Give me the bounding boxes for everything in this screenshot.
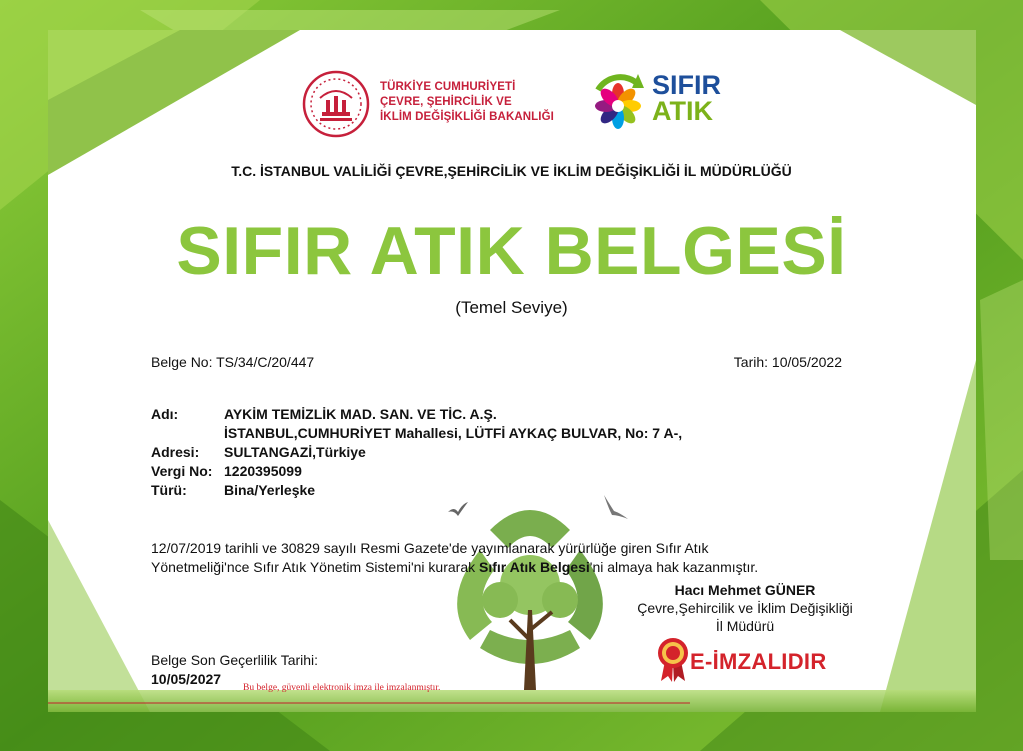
expiry-label: Belge Son Geçerlilik Tarihi: xyxy=(151,652,319,668)
holder-tax-label: Vergi No: xyxy=(151,463,213,479)
sifir-atik-flower-icon xyxy=(588,68,648,134)
holder-address-label: Adresi: xyxy=(151,444,200,460)
statement-line-2: Yönetmeliği'nce Sıfır Atık Yönetim Sistemi'ni kurarak Sıfır Atık Belgesi'ni almaya hak kazanmıştır. xyxy=(151,559,759,575)
ministry-line-2: ÇEVRE, ŞEHİRCİLİK VE xyxy=(380,96,512,108)
holder-name-row xyxy=(151,405,682,424)
esign-note: Bu belge, güvenli elektronik imza ile imzalanmıştır. xyxy=(243,683,441,693)
sifir-atik-logo-text xyxy=(652,72,721,124)
sifir-logo-line-1: SIFIR xyxy=(652,70,722,100)
certificate-title: SIFIR ATIK BELGESİ xyxy=(176,213,847,289)
ministry-name xyxy=(380,80,554,125)
document-date: Tarih: 10/05/2022 xyxy=(733,354,842,370)
document-number: Belge No: TS/34/C/20/447 xyxy=(151,354,315,370)
holder-type-value: Bina/Yerleşke xyxy=(224,482,316,498)
holder-address-line-1: İSTANBUL,CUMHURİYET Mahallesi, LÜTFİ AYKAÇ BULVAR, No: 7 A-, xyxy=(224,425,683,441)
ministry-line-3: İKLİM DEĞİŞİKLİĞİ BAKANLIĞI xyxy=(380,111,554,123)
certificate-statement xyxy=(151,539,758,577)
certificate-level: (Temel Seviye) xyxy=(455,298,568,317)
esign-rosette-icon xyxy=(657,637,689,683)
ministry-line-1: TÜRKİYE CUMHURİYETİ xyxy=(380,81,516,93)
holder-type-label: Türü: xyxy=(151,482,187,498)
holder-name-label: Adı: xyxy=(151,406,179,422)
holder-address-row-2 xyxy=(151,443,682,462)
signer-title-1: Çevre,Şehircilik ve İklim Değişikliği xyxy=(637,600,853,616)
holder-info xyxy=(151,405,682,500)
statement-emphasis: Sıfır Atık Belgesi xyxy=(479,559,590,575)
signer-block xyxy=(600,581,890,635)
holder-name-value: AYKİM TEMİZLİK MAD. SAN. VE TİC. A.Ş. xyxy=(224,406,497,422)
ministry-emblem-icon xyxy=(302,70,370,138)
expiry-date: 10/05/2027 xyxy=(151,671,222,687)
issuing-authority: T.C. İSTANBUL VALİLİĞİ ÇEVRE,ŞEHİRCİLİK VE İKLİM DEĞİŞİKLİĞİ İL MÜDÜRLÜĞÜ xyxy=(231,163,792,179)
statement-line-1: 12/07/2019 tarihli ve 30829 sayılı Resmi Gazete'de yayımlanarak yürürlüğe giren Sıfır Atık xyxy=(151,540,709,556)
holder-address-row-1 xyxy=(151,424,682,443)
signer-name: Hacı Mehmet GÜNER xyxy=(674,582,816,598)
signer-title-2: İl Müdürü xyxy=(715,618,775,634)
sifir-logo-line-2: ATIK xyxy=(652,96,713,126)
esign-badge-text: E-İMZALIDIR xyxy=(690,649,827,674)
bird-icon xyxy=(446,500,470,520)
holder-tax-value: 1220395099 xyxy=(224,463,302,479)
holder-address-line-2: SULTANGAZİ,Türkiye xyxy=(224,444,366,460)
holder-tax-row xyxy=(151,462,682,481)
holder-type-row xyxy=(151,481,682,500)
